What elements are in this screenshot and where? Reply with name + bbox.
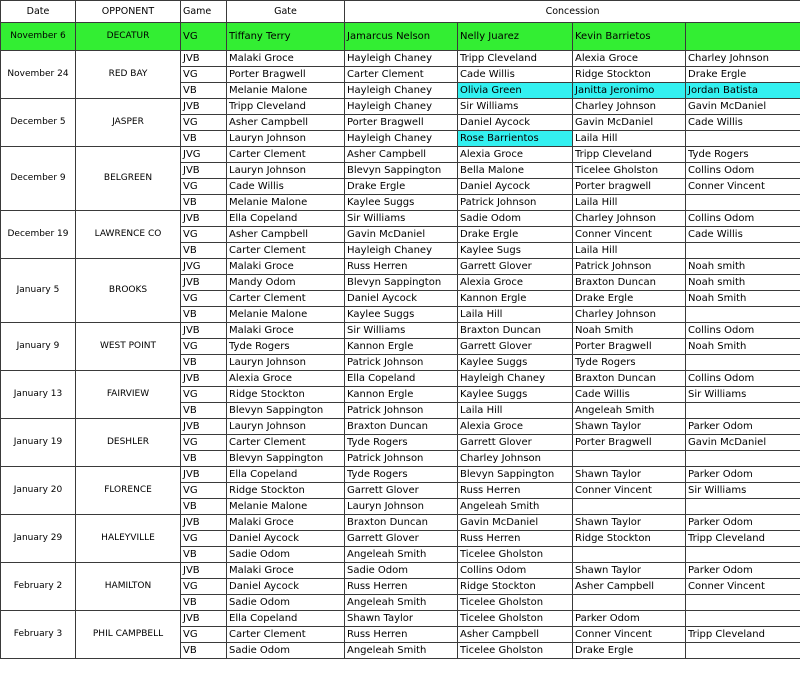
table-row <box>1 23 800 51</box>
cell-concession-3: Laila Hill <box>573 243 686 259</box>
cell-concession-4: Conner Vincent <box>686 179 800 195</box>
cell-concession-3: Ridge Stockton <box>573 531 686 547</box>
cell-concession-3: Gavin McDaniel <box>573 115 686 131</box>
cell-concession-1: Hayleigh Chaney <box>345 51 458 67</box>
cell-game: JVB <box>181 51 227 67</box>
cell-game: VB <box>181 403 227 419</box>
cell-concession-1: Patrick Johnson <box>345 403 458 419</box>
cell-game: VB <box>181 355 227 371</box>
cell-game: VB <box>181 83 227 99</box>
cell-concession-4: Tyde Rogers <box>686 147 800 163</box>
table-row <box>1 371 800 387</box>
cell-game: JVG <box>181 147 227 163</box>
cell-concession-1: Gavin McDaniel <box>345 227 458 243</box>
cell-concession-2: Alexia Groce <box>458 147 573 163</box>
table-row <box>1 211 800 227</box>
cell-gate: Lauryn Johnson <box>227 355 345 371</box>
header-row <box>1 1 800 23</box>
cell-concession-3: Conner Vincent <box>573 627 686 643</box>
cell-gate: Malaki Groce <box>227 323 345 339</box>
cell-gate: Malaki Groce <box>227 51 345 67</box>
cell-concession-1: Patrick Johnson <box>345 355 458 371</box>
cell-opponent: DECATUR <box>76 23 181 51</box>
cell-concession-2: Bella Malone <box>458 163 573 179</box>
cell-concession-4: Collins Odom <box>686 163 800 179</box>
cell-concession-3: Charley Johnson <box>573 99 686 115</box>
cell-game: VB <box>181 451 227 467</box>
cell-date: January 20 <box>1 467 76 515</box>
cell-concession-4: Parker Odom <box>686 419 800 435</box>
cell-concession-3: Shawn Taylor <box>573 467 686 483</box>
cell-concession-1: Asher Campbell <box>345 147 458 163</box>
cell-concession-3: Kevin Barrietos <box>573 23 686 51</box>
cell-concession-2: Alexia Groce <box>458 419 573 435</box>
cell-gate: Asher Campbell <box>227 227 345 243</box>
header-opponent: OPPONENT <box>76 1 181 23</box>
cell-gate: Carter Clement <box>227 291 345 307</box>
cell-gate: Sadie Odom <box>227 595 345 611</box>
cell-date: January 13 <box>1 371 76 419</box>
cell-concession-4: Noah smith <box>686 259 800 275</box>
cell-concession-4: Tripp Cleveland <box>686 627 800 643</box>
cell-gate: Ridge Stockton <box>227 483 345 499</box>
cell-concession-2: Drake Ergle <box>458 227 573 243</box>
cell-concession-2: Kaylee Sugs <box>458 243 573 259</box>
cell-game: JVG <box>181 259 227 275</box>
cell-gate: Tiffany Terry <box>227 23 345 51</box>
cell-concession-2: Ticelee Gholston <box>458 595 573 611</box>
cell-gate: Blevyn Sappington <box>227 403 345 419</box>
cell-concession-4: Jordan Batista <box>686 83 800 99</box>
cell-game: VG <box>181 67 227 83</box>
cell-concession-4 <box>686 547 800 563</box>
cell-concession-1: Blevyn Sappington <box>345 163 458 179</box>
cell-concession-4 <box>686 131 800 147</box>
cell-concession-4: Gavin McDaniel <box>686 99 800 115</box>
cell-gate: Ella Copeland <box>227 467 345 483</box>
cell-concession-3: Laila Hill <box>573 131 686 147</box>
cell-concession-2: Tripp Cleveland <box>458 51 573 67</box>
cell-concession-4: Noah Smith <box>686 291 800 307</box>
cell-concession-1: Porter Bragwell <box>345 115 458 131</box>
cell-concession-4: Charley Johnson <box>686 51 800 67</box>
cell-concession-3: Ticelee Gholston <box>573 163 686 179</box>
cell-date: December 9 <box>1 147 76 211</box>
cell-concession-2: Daniel Aycock <box>458 115 573 131</box>
cell-gate: Lauryn Johnson <box>227 131 345 147</box>
cell-concession-2: Blevyn Sappington <box>458 467 573 483</box>
cell-concession-1: Garrett Glover <box>345 483 458 499</box>
cell-gate: Ridge Stockton <box>227 387 345 403</box>
cell-gate: Melanie Malone <box>227 307 345 323</box>
cell-concession-3: Charley Johnson <box>573 211 686 227</box>
cell-gate: Ella Copeland <box>227 211 345 227</box>
cell-date: December 19 <box>1 211 76 259</box>
cell-concession-2: Rose Barrientos <box>458 131 573 147</box>
cell-game: VG <box>181 291 227 307</box>
table-row <box>1 323 800 339</box>
cell-concession-3 <box>573 499 686 515</box>
cell-concession-3: Braxton Duncan <box>573 275 686 291</box>
cell-game: VB <box>181 595 227 611</box>
cell-game: VG <box>181 339 227 355</box>
cell-game: VG <box>181 23 227 51</box>
cell-concession-4: Collins Odom <box>686 323 800 339</box>
cell-concession-3: Porter bragwell <box>573 179 686 195</box>
cell-game: VG <box>181 627 227 643</box>
cell-concession-1: Braxton Duncan <box>345 419 458 435</box>
cell-gate: Mandy Odom <box>227 275 345 291</box>
cell-concession-4 <box>686 611 800 627</box>
cell-opponent: HALEYVILLE <box>76 515 181 563</box>
cell-opponent: JASPER <box>76 99 181 147</box>
cell-concession-4: Tripp Cleveland <box>686 531 800 547</box>
cell-opponent: FLORENCE <box>76 467 181 515</box>
cell-date: January 9 <box>1 323 76 371</box>
cell-concession-1: Jamarcus Nelson <box>345 23 458 51</box>
cell-gate: Lauryn Johnson <box>227 419 345 435</box>
cell-concession-2: Ticelee Gholston <box>458 547 573 563</box>
cell-concession-1: Sir Williams <box>345 323 458 339</box>
cell-concession-3 <box>573 547 686 563</box>
cell-concession-2: Braxton Duncan <box>458 323 573 339</box>
cell-gate: Daniel Aycock <box>227 531 345 547</box>
cell-concession-1: Shawn Taylor <box>345 611 458 627</box>
cell-gate: Alexia Groce <box>227 371 345 387</box>
cell-concession-1: Sadie Odom <box>345 563 458 579</box>
cell-date: December 5 <box>1 99 76 147</box>
cell-concession-4: Cade Willis <box>686 115 800 131</box>
cell-concession-3: Cade Willis <box>573 387 686 403</box>
cell-date: November 24 <box>1 51 76 99</box>
cell-concession-3: Parker Odom <box>573 611 686 627</box>
cell-concession-1: Kaylee Suggs <box>345 195 458 211</box>
cell-concession-3 <box>573 595 686 611</box>
cell-concession-2: Garrett Glover <box>458 435 573 451</box>
cell-concession-2: Garrett Glover <box>458 259 573 275</box>
cell-concession-4 <box>686 595 800 611</box>
cell-date: February 3 <box>1 611 76 659</box>
cell-game: JVB <box>181 163 227 179</box>
cell-concession-2: Hayleigh Chaney <box>458 371 573 387</box>
cell-concession-1: Angeleah Smith <box>345 595 458 611</box>
cell-concession-1: Tyde Rogers <box>345 435 458 451</box>
header-gate: Gate <box>227 1 345 23</box>
cell-concession-3: Tripp Cleveland <box>573 147 686 163</box>
cell-concession-4: Noah Smith <box>686 339 800 355</box>
cell-concession-1: Patrick Johnson <box>345 451 458 467</box>
cell-gate: Cade Willis <box>227 179 345 195</box>
cell-gate: Carter Clement <box>227 627 345 643</box>
cell-date: January 29 <box>1 515 76 563</box>
cell-concession-4 <box>686 355 800 371</box>
cell-concession-3: Angeleah Smith <box>573 403 686 419</box>
cell-concession-1: Tyde Rogers <box>345 467 458 483</box>
cell-concession-2: Ridge Stockton <box>458 579 573 595</box>
cell-concession-4: Noah smith <box>686 275 800 291</box>
cell-concession-4: Gavin McDaniel <box>686 435 800 451</box>
cell-concession-2: Cade Willis <box>458 67 573 83</box>
cell-date: November 6 <box>1 23 76 51</box>
cell-concession-3: Porter Bragwell <box>573 339 686 355</box>
cell-concession-2: Kaylee Suggs <box>458 387 573 403</box>
cell-concession-4 <box>686 451 800 467</box>
cell-concession-3: Conner Vincent <box>573 227 686 243</box>
cell-opponent: BELGREEN <box>76 147 181 211</box>
cell-concession-3: Patrick Johnson <box>573 259 686 275</box>
cell-opponent: PHIL CAMPBELL <box>76 611 181 659</box>
cell-opponent: FAIRVIEW <box>76 371 181 419</box>
cell-concession-2: Sir Williams <box>458 99 573 115</box>
cell-concession-4: Parker Odom <box>686 563 800 579</box>
cell-game: JVB <box>181 211 227 227</box>
cell-concession-2: Ticelee Gholston <box>458 643 573 659</box>
cell-concession-1: Garrett Glover <box>345 531 458 547</box>
cell-concession-4 <box>686 307 800 323</box>
table-row <box>1 259 800 275</box>
cell-concession-1: Hayleigh Chaney <box>345 243 458 259</box>
cell-gate: Ella Copeland <box>227 611 345 627</box>
cell-opponent: LAWRENCE CO <box>76 211 181 259</box>
cell-date: January 19 <box>1 419 76 467</box>
table-row <box>1 563 800 579</box>
cell-game: JVB <box>181 563 227 579</box>
cell-concession-3: Tyde Rogers <box>573 355 686 371</box>
cell-concession-4 <box>686 643 800 659</box>
cell-game: VB <box>181 195 227 211</box>
cell-concession-1: Braxton Duncan <box>345 515 458 531</box>
cell-concession-1: Drake Ergle <box>345 179 458 195</box>
cell-concession-2: Angeleah Smith <box>458 499 573 515</box>
table-row <box>1 467 800 483</box>
cell-opponent: WEST POINT <box>76 323 181 371</box>
cell-concession-2: Collins Odom <box>458 563 573 579</box>
cell-concession-4: Parker Odom <box>686 515 800 531</box>
cell-game: JVB <box>181 99 227 115</box>
cell-gate: Carter Clement <box>227 243 345 259</box>
cell-opponent: RED BAY <box>76 51 181 99</box>
cell-concession-1: Blevyn Sappington <box>345 275 458 291</box>
table-row <box>1 99 800 115</box>
cell-gate: Blevyn Sappington <box>227 451 345 467</box>
cell-game: VB <box>181 643 227 659</box>
cell-game: VG <box>181 531 227 547</box>
cell-concession-4 <box>686 403 800 419</box>
cell-concession-4: Collins Odom <box>686 371 800 387</box>
cell-concession-2: Kaylee Suggs <box>458 355 573 371</box>
cell-gate: Tyde Rogers <box>227 339 345 355</box>
cell-game: VB <box>181 243 227 259</box>
cell-concession-3: Conner Vincent <box>573 483 686 499</box>
cell-date: February 2 <box>1 563 76 611</box>
cell-concession-3: Charley Johnson <box>573 307 686 323</box>
cell-concession-3: Asher Campbell <box>573 579 686 595</box>
cell-concession-1: Carter Clement <box>345 67 458 83</box>
cell-gate: Carter Clement <box>227 147 345 163</box>
cell-game: JVB <box>181 467 227 483</box>
cell-concession-4 <box>686 195 800 211</box>
cell-opponent: HAMILTON <box>76 563 181 611</box>
cell-concession-3: Alexia Groce <box>573 51 686 67</box>
cell-concession-4: Sir Williams <box>686 387 800 403</box>
cell-concession-1: Russ Herren <box>345 579 458 595</box>
cell-concession-4: Sir Williams <box>686 483 800 499</box>
cell-concession-3: Drake Ergle <box>573 291 686 307</box>
cell-game: JVB <box>181 275 227 291</box>
cell-concession-3: Shawn Taylor <box>573 515 686 531</box>
cell-concession-2: Charley Johnson <box>458 451 573 467</box>
header-date: Date <box>1 1 76 23</box>
cell-concession-2: Russ Herren <box>458 531 573 547</box>
cell-game: JVB <box>181 515 227 531</box>
schedule-body <box>1 23 800 659</box>
cell-game: JVB <box>181 371 227 387</box>
cell-concession-2: Kannon Ergle <box>458 291 573 307</box>
cell-concession-2: Laila Hill <box>458 307 573 323</box>
cell-concession-2: Russ Herren <box>458 483 573 499</box>
cell-concession-2: Patrick Johnson <box>458 195 573 211</box>
cell-concession-3: Porter Bragwell <box>573 435 686 451</box>
cell-game: VG <box>181 435 227 451</box>
cell-concession-1: Russ Herren <box>345 259 458 275</box>
cell-gate: Lauryn Johnson <box>227 163 345 179</box>
cell-concession-4: Cade Willis <box>686 227 800 243</box>
cell-concession-1: Ella Copeland <box>345 371 458 387</box>
cell-concession-3: Shawn Taylor <box>573 419 686 435</box>
cell-concession-3: Ridge Stockton <box>573 67 686 83</box>
cell-concession-4 <box>686 499 800 515</box>
cell-concession-4 <box>686 243 800 259</box>
cell-gate: Porter Bragwell <box>227 67 345 83</box>
cell-concession-3 <box>573 451 686 467</box>
cell-concession-1: Kannon Ergle <box>345 387 458 403</box>
cell-concession-2: Olivia Green <box>458 83 573 99</box>
cell-game: VB <box>181 499 227 515</box>
cell-concession-1: Hayleigh Chaney <box>345 83 458 99</box>
cell-game: JVB <box>181 419 227 435</box>
cell-gate: Melanie Malone <box>227 499 345 515</box>
cell-concession-2: Sadie Odom <box>458 211 573 227</box>
table-row <box>1 515 800 531</box>
table-row <box>1 419 800 435</box>
header-concession: Concession <box>345 1 800 23</box>
cell-gate: Daniel Aycock <box>227 579 345 595</box>
cell-concession-1: Daniel Aycock <box>345 291 458 307</box>
cell-game: VB <box>181 131 227 147</box>
cell-opponent: DESHLER <box>76 419 181 467</box>
cell-game: JVB <box>181 323 227 339</box>
cell-concession-4 <box>686 23 800 51</box>
cell-concession-3: Shawn Taylor <box>573 563 686 579</box>
cell-game: VB <box>181 307 227 323</box>
cell-concession-4: Drake Ergle <box>686 67 800 83</box>
cell-game: JVB <box>181 611 227 627</box>
cell-gate: Carter Clement <box>227 435 345 451</box>
cell-gate: Sadie Odom <box>227 547 345 563</box>
cell-gate: Sadie Odom <box>227 643 345 659</box>
table-row <box>1 51 800 67</box>
cell-opponent: BROOKS <box>76 259 181 323</box>
cell-concession-1: Russ Herren <box>345 627 458 643</box>
header-game: Game <box>181 1 227 23</box>
cell-game: VG <box>181 579 227 595</box>
cell-game: VG <box>181 483 227 499</box>
cell-concession-3: Braxton Duncan <box>573 371 686 387</box>
cell-game: VG <box>181 387 227 403</box>
cell-concession-3: Drake Ergle <box>573 643 686 659</box>
cell-concession-2: Asher Campbell <box>458 627 573 643</box>
cell-gate: Asher Campbell <box>227 115 345 131</box>
cell-concession-2: Ticelee Gholston <box>458 611 573 627</box>
cell-concession-1: Hayleigh Chaney <box>345 131 458 147</box>
cell-concession-2: Alexia Groce <box>458 275 573 291</box>
cell-game: VB <box>181 547 227 563</box>
cell-concession-2: Daniel Aycock <box>458 179 573 195</box>
cell-concession-4: Collins Odom <box>686 211 800 227</box>
cell-concession-3: Laila Hill <box>573 195 686 211</box>
cell-date: January 5 <box>1 259 76 323</box>
cell-concession-1: Kaylee Suggs <box>345 307 458 323</box>
cell-concession-3: Janitta Jeronimo <box>573 83 686 99</box>
cell-concession-3: Noah Smith <box>573 323 686 339</box>
table-row <box>1 147 800 163</box>
cell-concession-4: Conner Vincent <box>686 579 800 595</box>
cell-game: VG <box>181 227 227 243</box>
cell-gate: Melanie Malone <box>227 195 345 211</box>
cell-gate: Malaki Groce <box>227 515 345 531</box>
cell-gate: Melanie Malone <box>227 83 345 99</box>
cell-concession-2: Garrett Glover <box>458 339 573 355</box>
cell-concession-1: Hayleigh Chaney <box>345 99 458 115</box>
table-row <box>1 611 800 627</box>
cell-concession-2: Nelly Juarez <box>458 23 573 51</box>
cell-concession-2: Laila Hill <box>458 403 573 419</box>
cell-concession-1: Lauryn Johnson <box>345 499 458 515</box>
cell-concession-2: Gavin McDaniel <box>458 515 573 531</box>
cell-concession-1: Kannon Ergle <box>345 339 458 355</box>
cell-game: VG <box>181 179 227 195</box>
cell-gate: Tripp Cleveland <box>227 99 345 115</box>
cell-gate: Malaki Groce <box>227 259 345 275</box>
cell-gate: Malaki Groce <box>227 563 345 579</box>
cell-concession-1: Angeleah Smith <box>345 547 458 563</box>
cell-concession-4: Parker Odom <box>686 467 800 483</box>
cell-game: VG <box>181 115 227 131</box>
cell-concession-1: Angeleah Smith <box>345 643 458 659</box>
cell-concession-1: Sir Williams <box>345 211 458 227</box>
